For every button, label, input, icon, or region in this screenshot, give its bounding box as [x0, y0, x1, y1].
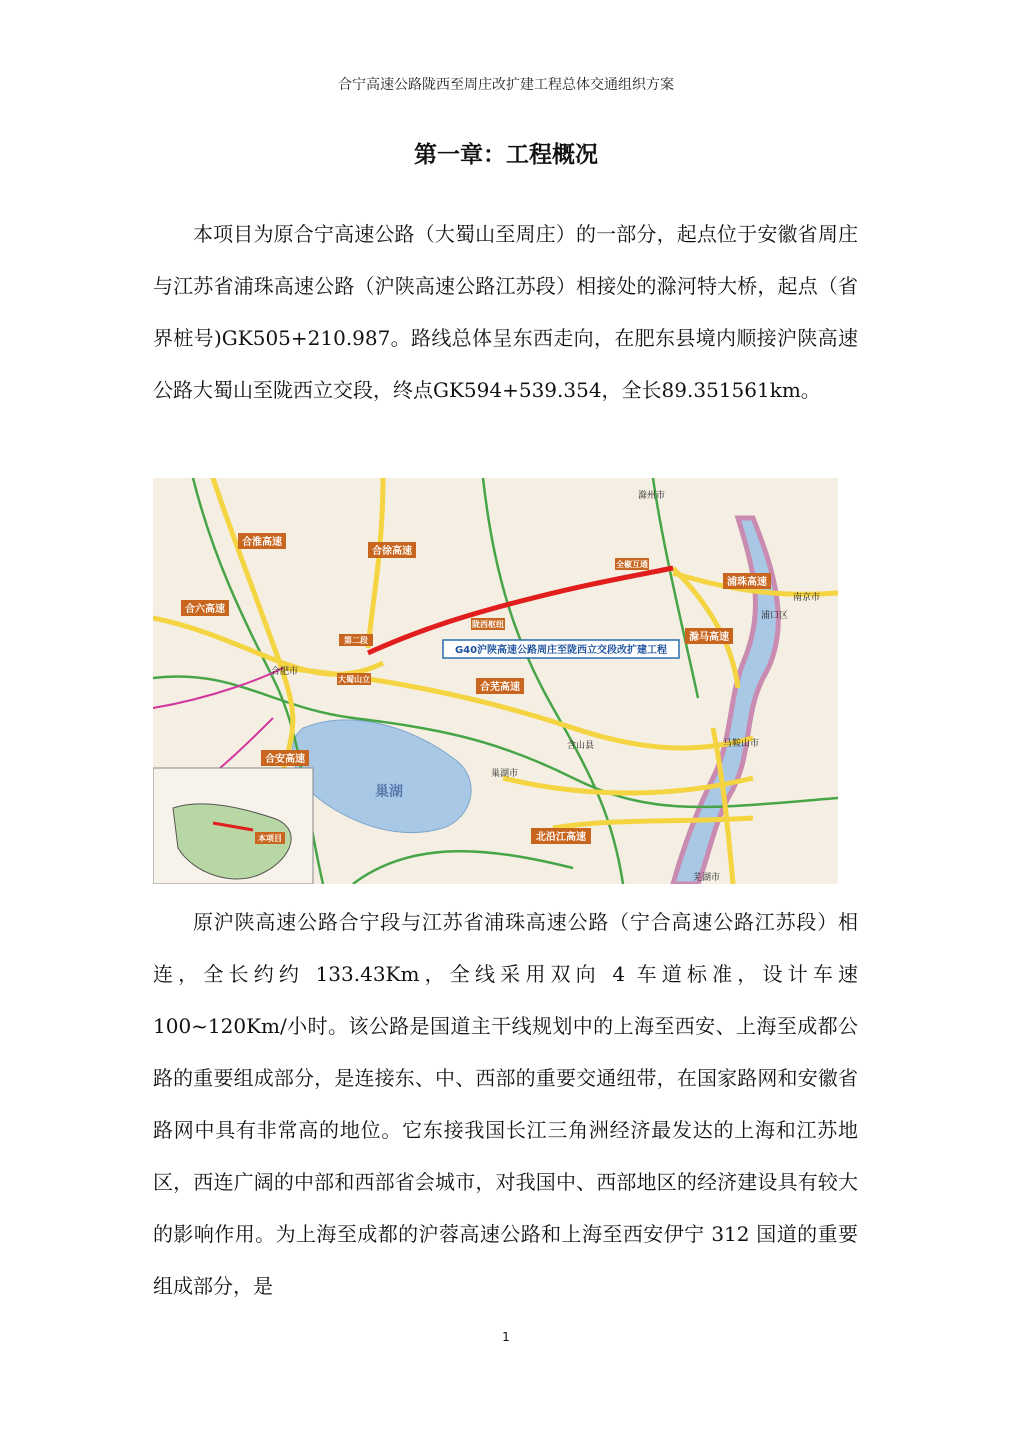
paragraph-2-text: 原沪陕高速公路合宁段与江苏省浦珠高速公路（宁合高速公路江苏段）相连，全长约约 133.43Km，全线采用双向 4 车道标准，设计车速 100~120Km/小时。该公路是国道主干线规划中的上海至西安、上海至成都公路的重要组成部分，是连接东、中、西部的重要交通纽带，在国家路网和安徽省路网中具有非常高的地位。它东接我国长江三角洲经济最发达的上海和江苏地区，西连广阔的中部和西部省会城市，对我国中、西部地区的经济建设具有较大的影响作用。为上海至成都的沪蓉高速公路和上海至西安伊宁 312 国道的重要组成部分，是 [153, 910, 858, 1298]
map-small-label-1: 第二段 [344, 636, 368, 645]
map-label-beiyanjiang: 北沿江高速 [536, 832, 586, 843]
paragraph-1 [153, 208, 858, 416]
map-place-hefei: 合肥市 [271, 667, 299, 677]
map-label-chuma: 滁马高速 [689, 632, 729, 643]
map-lake-label: 巢湖 [375, 784, 403, 800]
map-small-label-2: 大蜀山立 [338, 675, 370, 684]
route-map [153, 478, 838, 884]
map-place-wuhu: 芜湖市 [693, 873, 721, 883]
page-header: 合宁高速公路陇西至周庄改扩建工程总体交通组织方案 [338, 77, 674, 93]
map-label-hean: 合安高速 [265, 754, 305, 765]
map-label-hexu: 合徐高速 [372, 546, 412, 557]
map-place-chuzhou: 滁州市 [638, 491, 666, 501]
paragraph-1-text: 本项目为原合宁高速公路（大蜀山至周庄）的一部分，起点位于安徽省周庄与江苏省浦珠高速公路（沪陕高速公路江苏段）相接处的滁河特大桥，起点（省界桩号)GK505+210.987。路线总体呈东西走向，在肥东县境内顺接沪陕高速公路大蜀山至陇西立交段，终点GK594+539.354，全长89.351561km。 [153, 222, 858, 402]
map-inset-label: 本项目 [258, 834, 282, 843]
map-label-hehuai: 合淮高速 [242, 537, 282, 548]
page-number: 1 [502, 1330, 510, 1344]
paragraph-2 [153, 896, 858, 1312]
map-label-hewu: 合芜高速 [480, 682, 520, 693]
map-place-hanshan: 含山县 [567, 741, 595, 751]
map-place-chaohu: 巢湖市 [491, 769, 519, 779]
map-place-pukou: 浦口区 [761, 611, 789, 621]
map-place-nanjing: 南京市 [793, 593, 821, 603]
map-label-heliu: 合六高速 [185, 604, 225, 615]
map-label-puzhu: 浦珠高速 [727, 577, 767, 588]
map-small-label-4: 全椒互通 [616, 560, 648, 569]
map-place-maanshan: 马鞍山市 [723, 739, 760, 749]
map-small-label-3: 陇西枢纽 [472, 620, 504, 629]
chapter-title: 第一章：工程概况 [414, 142, 598, 168]
map-project-label: G40沪陕高速公路周庄至陇西立交段改扩建工程 [454, 645, 668, 656]
